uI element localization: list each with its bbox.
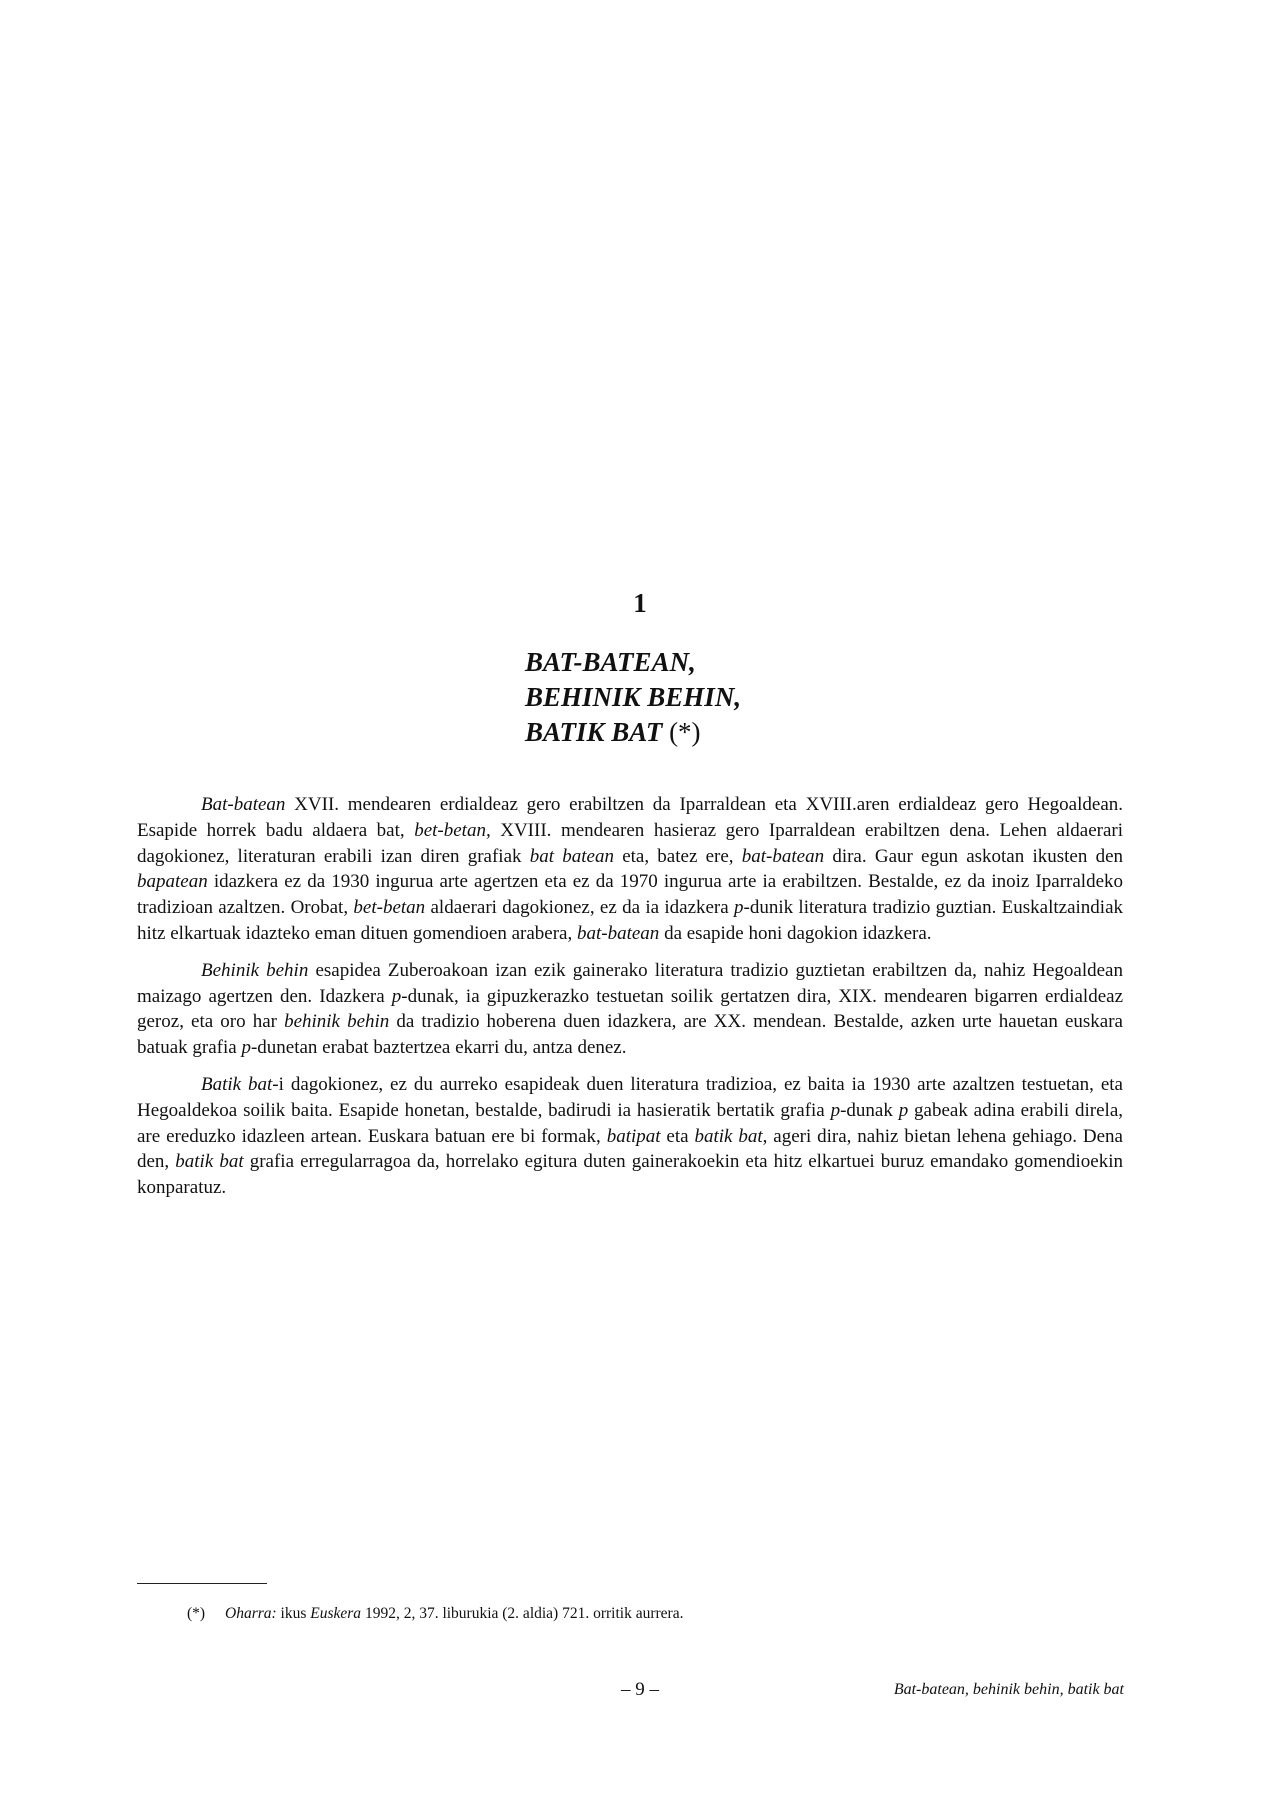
text-run: XVII. mendearen erdialdeaz gero erabiltzen da Iparraldean eta XVIII.aren erdialdeaz gero Hegoaldean. Esapide horrek badu aldaera bat, — [137, 794, 1123, 841]
text-run: -dunetan erabat baztertzea ekarri du, antza denez. — [250, 1037, 627, 1059]
text-run: dira. Gaur egun askotan ikusten den — [824, 845, 1123, 867]
italic-term: bat-batean — [576, 922, 660, 944]
text-run: grafia erregularragoa da, horrelako egitura duten gainerakoekin eta hitz elkartuei buruz emandako gomendioekin konparatuz. — [137, 1151, 1123, 1199]
paragraph — [137, 958, 1123, 1061]
chapter-title-line: BAT-BATEAN, — [525, 647, 696, 677]
chapter-title-text: BATIK BAT — [525, 717, 663, 747]
paragraph — [137, 792, 1123, 947]
footnote-rule — [137, 1583, 267, 1584]
italic-term: batik bat — [175, 1151, 244, 1173]
italic-term: Batik bat — [201, 1073, 273, 1095]
text-run: da esapide honi dagokion idazkera. — [659, 922, 932, 944]
italic-term: bet-betan — [353, 897, 426, 919]
page-number: – 9 – — [621, 1679, 659, 1700]
text-run: -dunik literatura tradizio guztian. Euskaltzaindiak hitz elkartuak idazteko eman dituen gomendioen arabera, — [137, 897, 1124, 944]
italic-term: bet-betan, — [414, 819, 491, 841]
body-text — [137, 792, 1123, 1212]
italic-term: batik bat — [694, 1125, 763, 1147]
italic-term: behinik behin — [284, 1011, 390, 1033]
text-run: XVIII. mendearen hasieraz gero Iparraldean erabiltzen dena. Lehen aldaerari dagokionez, literaturan erabili izan diren grafiak — [137, 819, 1124, 867]
text-run: , ageri dira, nahiz bietan lehena gehiago. Dena den, — [137, 1125, 1123, 1173]
text-run: aldaerari dagokionez, ez da ia idazkera — [425, 897, 735, 919]
footnote-text: 1992, 2, 37. liburukia (2. aldia) 721. orritik aurrera. — [361, 1605, 684, 1622]
italic-term: Behinik behin — [201, 959, 309, 981]
footnote-text: ikus — [276, 1605, 311, 1622]
running-footer: Bat-batean, behinik behin, batik bat — [893, 1681, 1124, 1698]
text-run: -i dagokionez, ez du aurreko esapideak duen literatura tradizioa, ez baita ia 1930 arte azaltzen testuetan, eta Hegoaldekoa soilik baita. Esapide honetan, bestalde, badirudi ia hasieratik bertatik grafia — [137, 1073, 1123, 1121]
chapter-title — [525, 645, 741, 750]
text-run: gabeak adina erabili direla, are ereduzko idazleen artean. Euskara batuan ere bi formak, — [137, 1099, 1123, 1147]
text-run: idazkera ez da 1930 ingurua arte agertzen eta ez da 1970 ingurua arte ia erabiltzen. Bestalde, ez da inoiz Iparraldeko tradizioan azaltzen. Orobat, — [137, 871, 1123, 919]
footnote-journal: Euskera — [310, 1605, 362, 1622]
chapter-title-line — [525, 715, 741, 750]
chapter-number: 1 — [633, 588, 647, 618]
italic-term: bat batean — [529, 845, 614, 867]
text-run: eta — [660, 1125, 695, 1147]
italic-term: Bat-batean — [201, 794, 286, 815]
italic-term: p — [391, 985, 402, 1007]
footnote-label: Oharra: — [225, 1605, 277, 1622]
text-run: -dunak, ia gipuzkerazko testuetan soilik gertatzen dira, XIX. mendearen bigarren erdialdeaz geroz, eta oro har — [137, 985, 1123, 1033]
paragraph — [137, 1072, 1123, 1201]
italic-term: p — [241, 1037, 251, 1059]
italic-term: p — [898, 1099, 909, 1121]
italic-term: p — [830, 1099, 841, 1121]
text-run: esapidea Zuberoakoan izan ezik gainerako literatura tradizio guztietan erabiltzen da, nahiz Hegoaldean maizago agertzen den. Idazkera — [137, 959, 1123, 1007]
footnote — [187, 1605, 683, 1623]
italic-term: bapatean — [137, 871, 208, 893]
text-run: -dunak — [840, 1099, 899, 1121]
footnote-mark: (*) — [187, 1605, 206, 1622]
italic-term: p — [734, 897, 744, 919]
italic-term: bat-batean — [741, 845, 825, 867]
text-run: eta, batez ere, — [613, 845, 742, 867]
italic-term: batipat — [606, 1125, 661, 1147]
footnote-reference: (*) — [669, 717, 701, 747]
text-run: da tradizio hoberena duen idazkera, are XX. mendean. Bestalde, azken urte hauetan euskara batuak grafia — [137, 1011, 1123, 1059]
chapter-title-line: BEHINIK BEHIN, — [525, 682, 742, 712]
